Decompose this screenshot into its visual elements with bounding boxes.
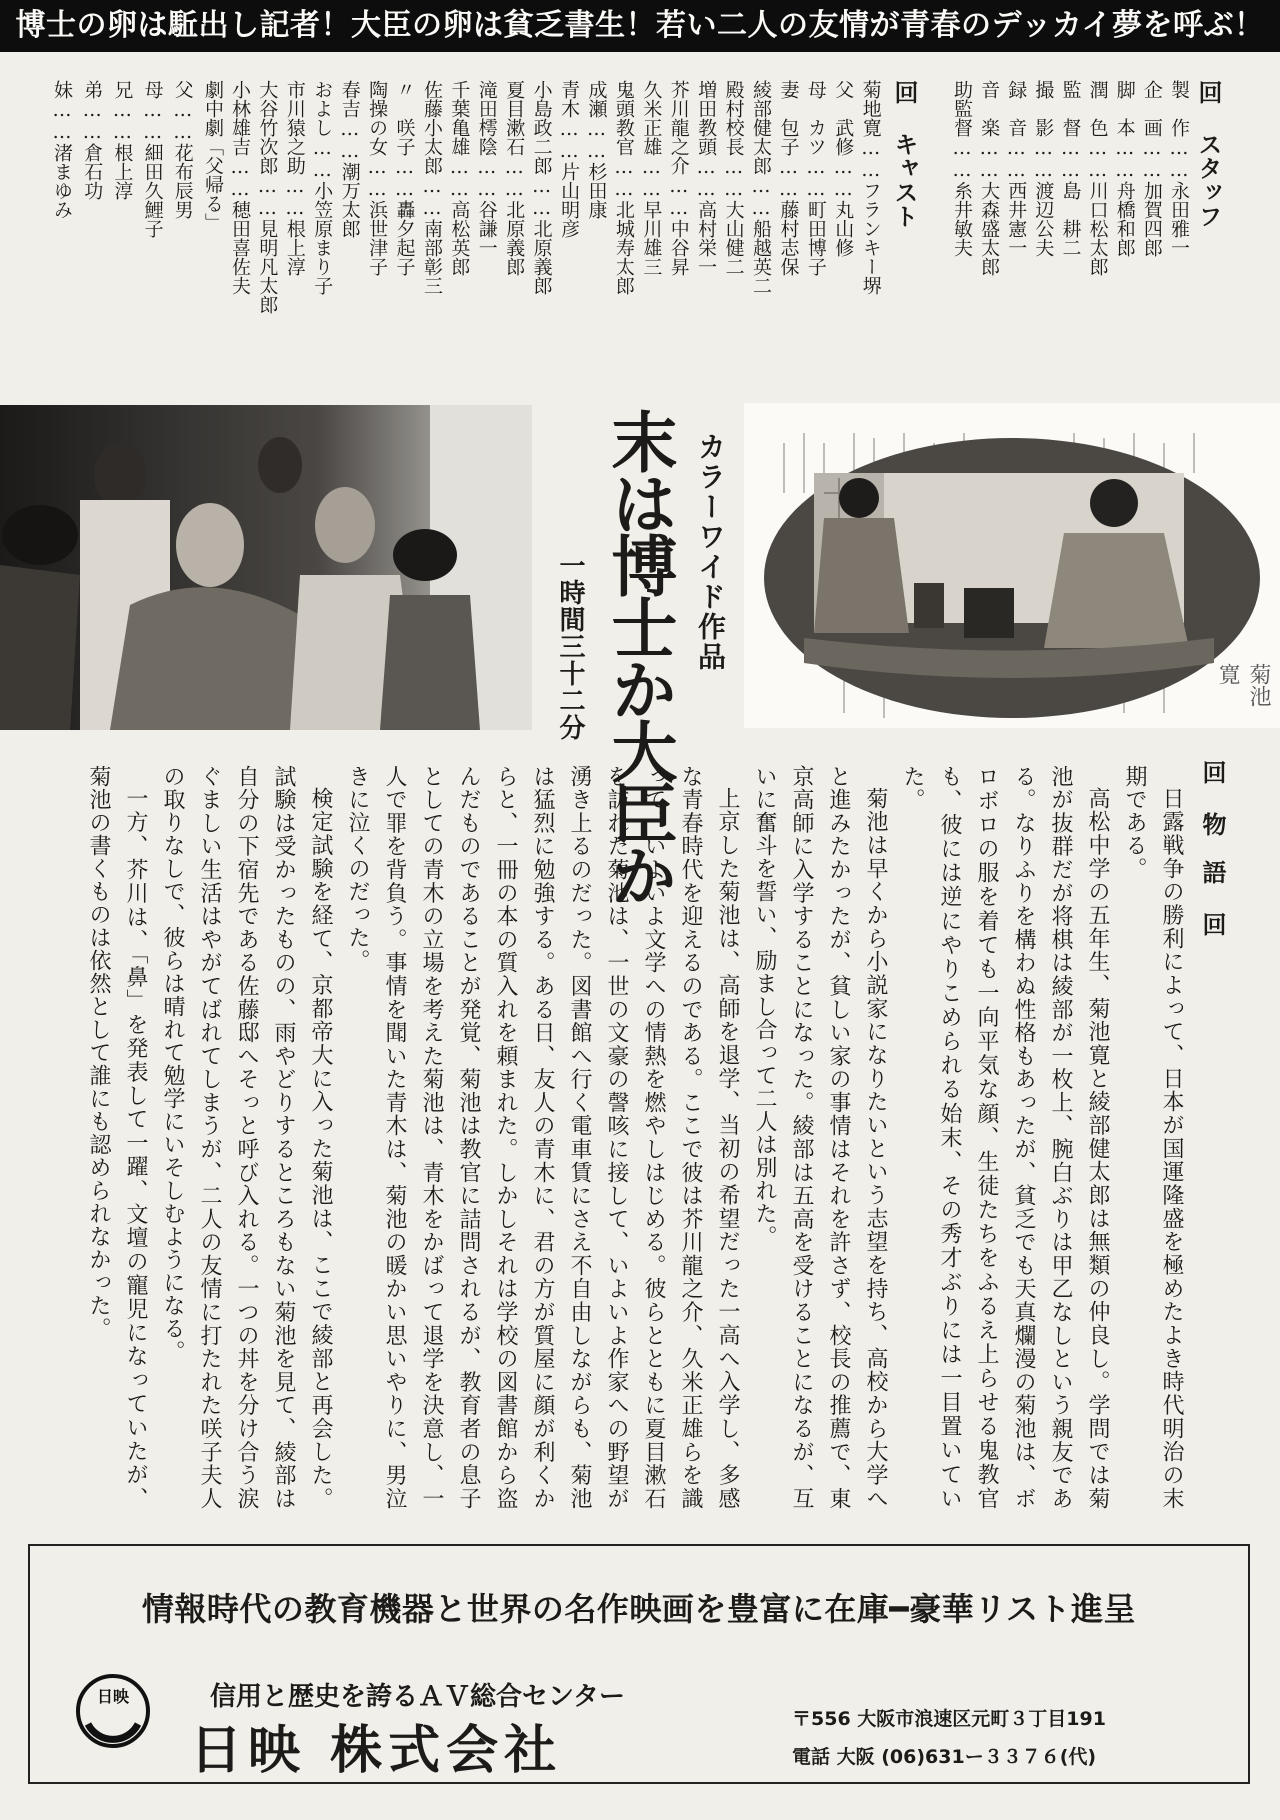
cast-row: 滝田樗陰……谷謙一 bbox=[475, 80, 498, 257]
story-paragraph: 上京した菊池は、高師を退学、当初の希望だった一高へ入学し、多感な青春時代を迎えるのである。ここで彼は芥川龍之介、久米正雄らを識って、いよいよ文学への情熱を燃やしはじめる。彼らとともに夏目漱石を訪れた菊池は、一世の文豪の謦咳に接して、いよいよ作家への野望が湧き上るのだった。図書館へ行く電車賃にさえ不自由しながらも、菊池は猛烈に勉強する。ある日、友人の青木に、君の方が質屋に顔が利くからと、一冊の本の質入れを頼まれた。しかしそれは学校の図書館から盗んだものであることが発覚、菊池は教官に詰問されるが、教育者の息子としての青木の立場を考えた菊池は、青木をかばって退学を決意し、一人で罪を背負う。事情を聞いた青木は、菊池の暖かい思いやりに、男泣きに泣くのだった。 bbox=[345, 765, 740, 1511]
cast-row: 久米正雄……早川雄三 bbox=[640, 80, 663, 276]
play-heading: 劇中劇「父帰る」 bbox=[201, 80, 224, 232]
staff-row: 音 楽……大森盛太郎 bbox=[978, 80, 1001, 276]
ad-tagline: 信用と歴史を誇るＡＶ総合センター bbox=[210, 1682, 625, 1712]
headline-banner: 博士の卵は駈出し記者！大臣の卵は貧乏書生！若い二人の友情が青春のデッカイ夢を呼ぶ！ bbox=[0, 0, 1280, 52]
photo-sign-text: 菊池寛 bbox=[1215, 663, 1271, 707]
cast-row: 妻 包子……藤村志保 bbox=[777, 80, 800, 276]
film-still-right bbox=[744, 403, 1280, 728]
cast-row: 市川猿之助……根上淳 bbox=[283, 80, 306, 276]
logo-text: 日映 bbox=[96, 1687, 130, 1706]
cast-row: 春吉……潮万太郎 bbox=[338, 80, 361, 238]
cast-row: 成瀬……杉田康 bbox=[585, 80, 608, 219]
story-paragraph: 高松中学の五年生、菊池寛と綾部健太郎は無類の仲良し。学問では菊池が抜群だが将棋は綾部が一枚上、腕白ぶりは甲乙なしという親友である。なりふりを構わぬ性格もあったが、貧乏でも天真爛漫の菊池は、ボロボロの服を着ても一向平気な顔、生徒たちをふるえ上らせる鬼教官も、彼には逆にやりこめられる始末、その秀才ぶりには一目置いていた。 bbox=[900, 765, 1110, 1510]
cast-row: 青木……片山明彦 bbox=[558, 80, 581, 238]
play-cast-list bbox=[52, 80, 222, 380]
staff-list bbox=[952, 80, 1188, 380]
cast-list bbox=[230, 80, 880, 380]
story-paragraph: 菊池は早くから小説家になりたいという志望を持ち、高校から大学へと進みたかったが、貧しい家の事情はそれを許さず、校長の推薦で、東京高師に入学することになった。綾部は五高を受けることになるが、互いに奮斗を誓い、励まし合って二人は別れた。 bbox=[752, 765, 888, 1510]
cast-row: 千葉亀雄……高松英郎 bbox=[448, 80, 471, 276]
cast-heading: 回 キャスト bbox=[890, 80, 918, 228]
cast-row: 鬼頭教官……北城寿太郎 bbox=[612, 80, 635, 295]
staff-heading: 回 スタッフ bbox=[1194, 80, 1222, 228]
story-paragraph: 一方、芥川は、「鼻」を発表して一躍、文壇の寵児になっていたが、菊池の書くものは依然として誰にも認められなかった。 bbox=[86, 765, 148, 1511]
advertisement-box bbox=[28, 1544, 1250, 1784]
cast-row: 増田教頭……高村栄一 bbox=[695, 80, 718, 276]
company-phone: 電話 大阪 (06)631ー３３７６(代) bbox=[792, 1746, 1097, 1768]
staff-row: 製 作……永田雅一 bbox=[1168, 80, 1190, 257]
cast-row: 夏目漱石……北原義郎 bbox=[503, 80, 526, 276]
company-name: 日映 株式会社 bbox=[190, 1721, 563, 1781]
cast-row: 大谷竹次郎……見明凡太郎 bbox=[256, 80, 279, 314]
film-subtitle: カラーワイド作品 bbox=[694, 432, 727, 672]
staff-row: 企 画……加賀四郎 bbox=[1140, 80, 1163, 257]
staff-row: 監 督……島 耕二 bbox=[1059, 80, 1082, 257]
cast-row: 菊地寛……フランキー堺 bbox=[859, 80, 882, 295]
play-cast-row: 母……細田久鯉子 bbox=[141, 80, 164, 238]
play-cast-row: 父……花布辰男 bbox=[171, 80, 194, 219]
cast-row: 殿村校長……大山健二 bbox=[722, 80, 745, 276]
cast-row: 佐藤小太郎……南部彰三 bbox=[420, 80, 443, 295]
company-address: 〒556 大阪市浪速区元町３丁目191 bbox=[792, 1708, 1106, 1730]
cast-row: 小島政二郎……北原義郎 bbox=[530, 80, 553, 295]
play-cast-row: 妹……渚まゆみ bbox=[51, 80, 73, 219]
staff-row: 撮 影……渡辺公夫 bbox=[1032, 80, 1055, 257]
cast-row: 〃 咲子……轟夕起子 bbox=[393, 80, 416, 276]
film-still-left bbox=[0, 405, 532, 730]
nichiei-logo-icon bbox=[74, 1672, 152, 1750]
cast-row: 小林雄吉……穂田喜佐夫 bbox=[229, 80, 251, 295]
cast-row: 綾部健太郎……船越英二 bbox=[750, 80, 773, 295]
ad-headline: 情報時代の教育機器と世界の名作映画を豊富に在庫━豪華リスト進呈 bbox=[141, 1590, 1137, 1628]
cast-row: 母 カツ……町田博子 bbox=[804, 80, 827, 276]
film-still-left-image bbox=[0, 405, 532, 730]
staff-row: 録 音……西井憲一 bbox=[1005, 80, 1028, 257]
play-cast-row: 兄……根上淳 bbox=[111, 80, 134, 200]
staff-row: 潤 色……川口松太郎 bbox=[1086, 80, 1109, 276]
cast-row: 陶操の女……浜世津子 bbox=[366, 80, 389, 276]
story-paragraph: 検定試験を経て、京都帝大に入った菊池は、ここで綾部と再会した。試験は受かったものの、雨やどりするところもない菊池を見て、綾部は自分の下宿先である佐藤邸へそっと呼び入れる。一つの丼を分け合う涙ぐましい生活はやがてばれてしまうが、二人の友情に打たれた咲子夫人の取りなしで、彼らは晴れて勉学にいそしむようになる。 bbox=[160, 765, 333, 1510]
staff-row: 助監督……糸井敏夫 bbox=[951, 80, 973, 257]
film-title: 末は博士か大臣か bbox=[600, 408, 678, 904]
story-heading: 回 物 語 回 bbox=[1198, 760, 1226, 936]
film-runtime: 一時間三十二分 bbox=[555, 552, 585, 741]
story-text bbox=[40, 765, 1190, 1510]
cast-row: 芥川龍之介……中谷昇 bbox=[667, 80, 690, 276]
cast-row: 父 武修……丸山修 bbox=[832, 80, 855, 257]
film-still-right-image bbox=[744, 403, 1280, 728]
story-paragraph: 日露戦争の勝利によって、日本が国運隆盛を極めたよき時代明治の末期である。 bbox=[1122, 765, 1184, 1510]
play-cast-row: 弟……倉石功 bbox=[81, 80, 104, 200]
staff-row: 脚 本……舟橋和郎 bbox=[1113, 80, 1136, 257]
cast-row: およし……小笠原まり子 bbox=[311, 80, 334, 295]
